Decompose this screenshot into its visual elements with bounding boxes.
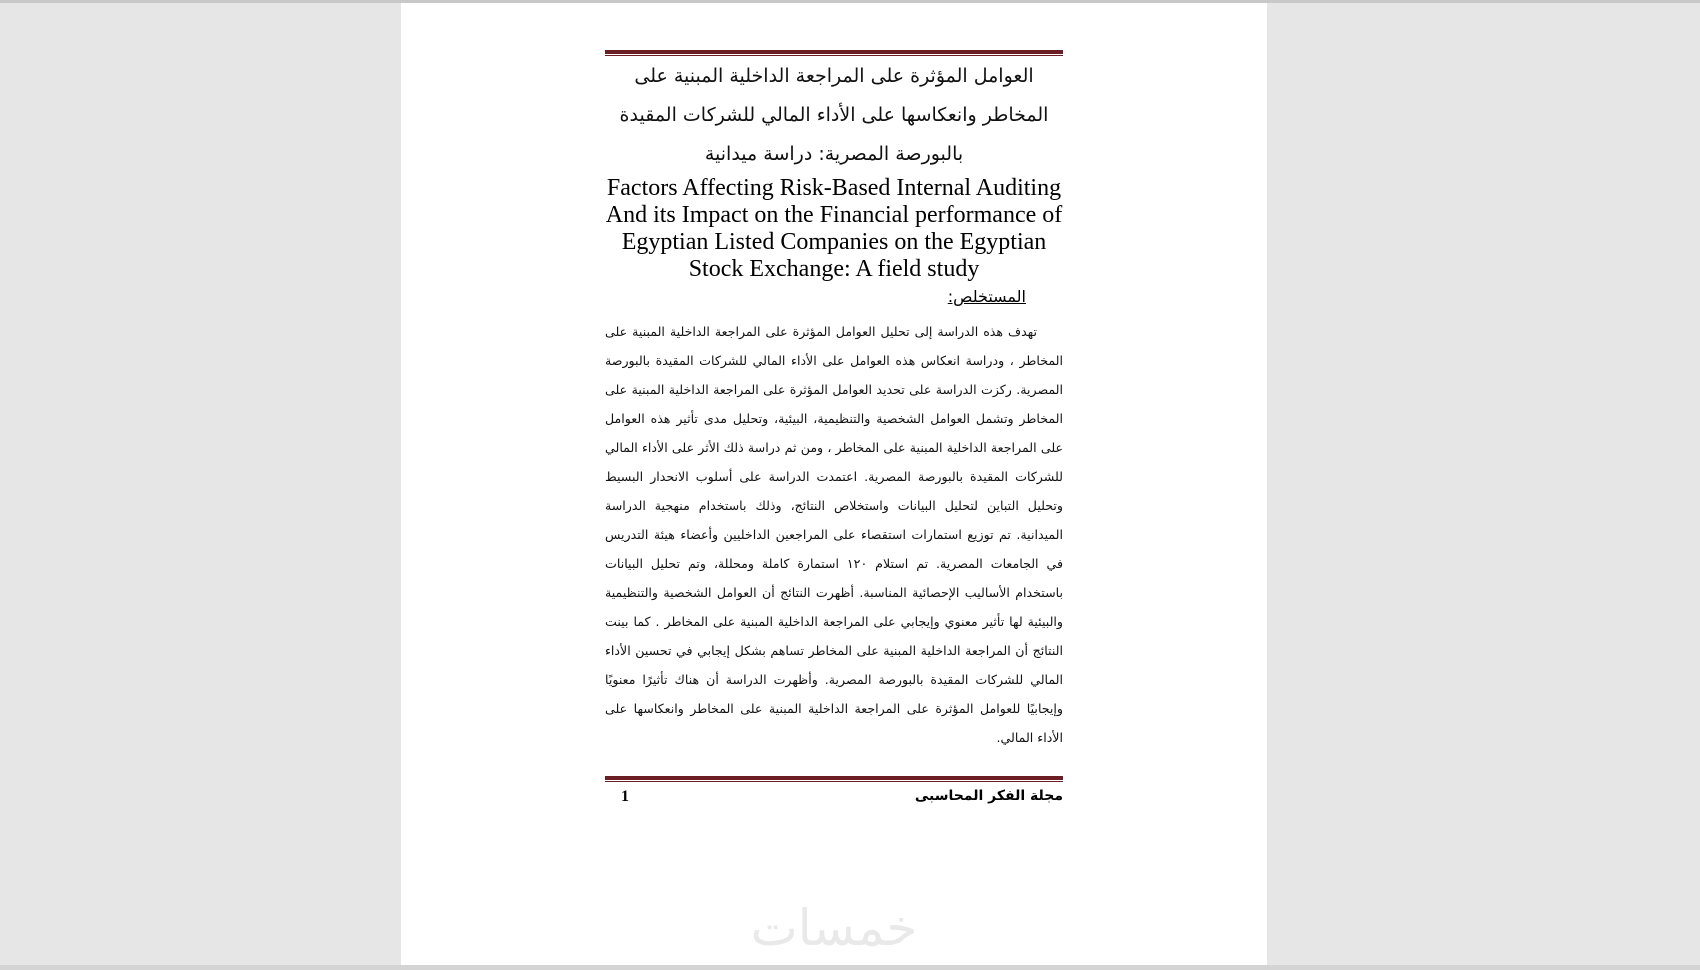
- page-footer: [605, 788, 1063, 810]
- arabic-title-line-1: العوامل المؤثرة على المراجعة الداخلية المبنية على: [634, 65, 1034, 87]
- english-title: Factors Affecting Risk-Based Internal Auditing And its Impact on the Financial performance of Egyptian Listed Companies on the Egyptian Stock Exchange: A field study: [605, 175, 1063, 282]
- watermark-logo: خمسات: [750, 899, 918, 957]
- viewer-bottom-edge: [0, 965, 1700, 970]
- header-rule: [605, 50, 1063, 56]
- document-page: [401, 3, 1267, 965]
- abstract-body: تهدف هذه الدراسة إلى تحليل العوامل المؤثرة على المراجعة الداخلية المبنية على المخاطر ، ودراسة انعكاس هذه العوامل على الأداء المالي للشركات المقيدة بالبورصة المصرية. ركزت الدراسة على تحديد العوامل المؤثرة على المراجعة الداخلية المبنية على المخاطر وتشمل العوامل الشخصية والتنظيمية، البيئية، وتحليل مدى تأثير هذه العوامل على المراجعة الداخلية المبنية على المخاطر ، ومن ثم دراسة ذلك الأثر على الأداء المالي للشركات المقيدة بالبورصة المصرية. اعتمدت الدراسة على أسلوب الانحدار البسيط وتحليل التباين لتحليل البيانات واستخلاص النتائج، وذلك باستخدام منهجية الدراسة الميدانية. تم توزيع استمارات استقصاء على المراجعين الداخليين وأعضاء هيئة التدريس في الجامعات المصرية. تم استلام ١٢٠ استمارة كاملة ومحللة، وتم تحليل البيانات باستخدام الأساليب الإحصائية المناسبة. أظهرت النتائج أن العوامل الشخصية والتنظيمية والبيئية لها تأثير معنوي وإيجابي على المراجعة الداخلية المبنية على المخاطر . كما بينت النتائج أن المراجعة الداخلية المبنية على المخاطر تساهم بشكل إيجابي في تحسين الأداء المالي للشركات المقيدة بالبورصة المصرية. وأظهرت الدراسة أن هناك تأثيرًا معنويًا وإيجابيًا للعوامل المؤثرة على المراجعة الداخلية المبنية على المخاطر وانعكاسها على الأداء المالي.: [605, 324, 1063, 745]
- abstract-heading: المستخلص:: [947, 287, 1026, 306]
- footer-rule: [605, 776, 1063, 782]
- arabic-title-line-2: المخاطر وانعكاسها على الأداء المالي للشركات المقيدة: [619, 104, 1049, 126]
- journal-name: مجلة الفكر المحاسبى: [914, 788, 1063, 804]
- page-number: 1: [621, 788, 629, 805]
- arabic-title-line-3: بالبورصة المصرية: دراسة ميدانية: [704, 143, 964, 165]
